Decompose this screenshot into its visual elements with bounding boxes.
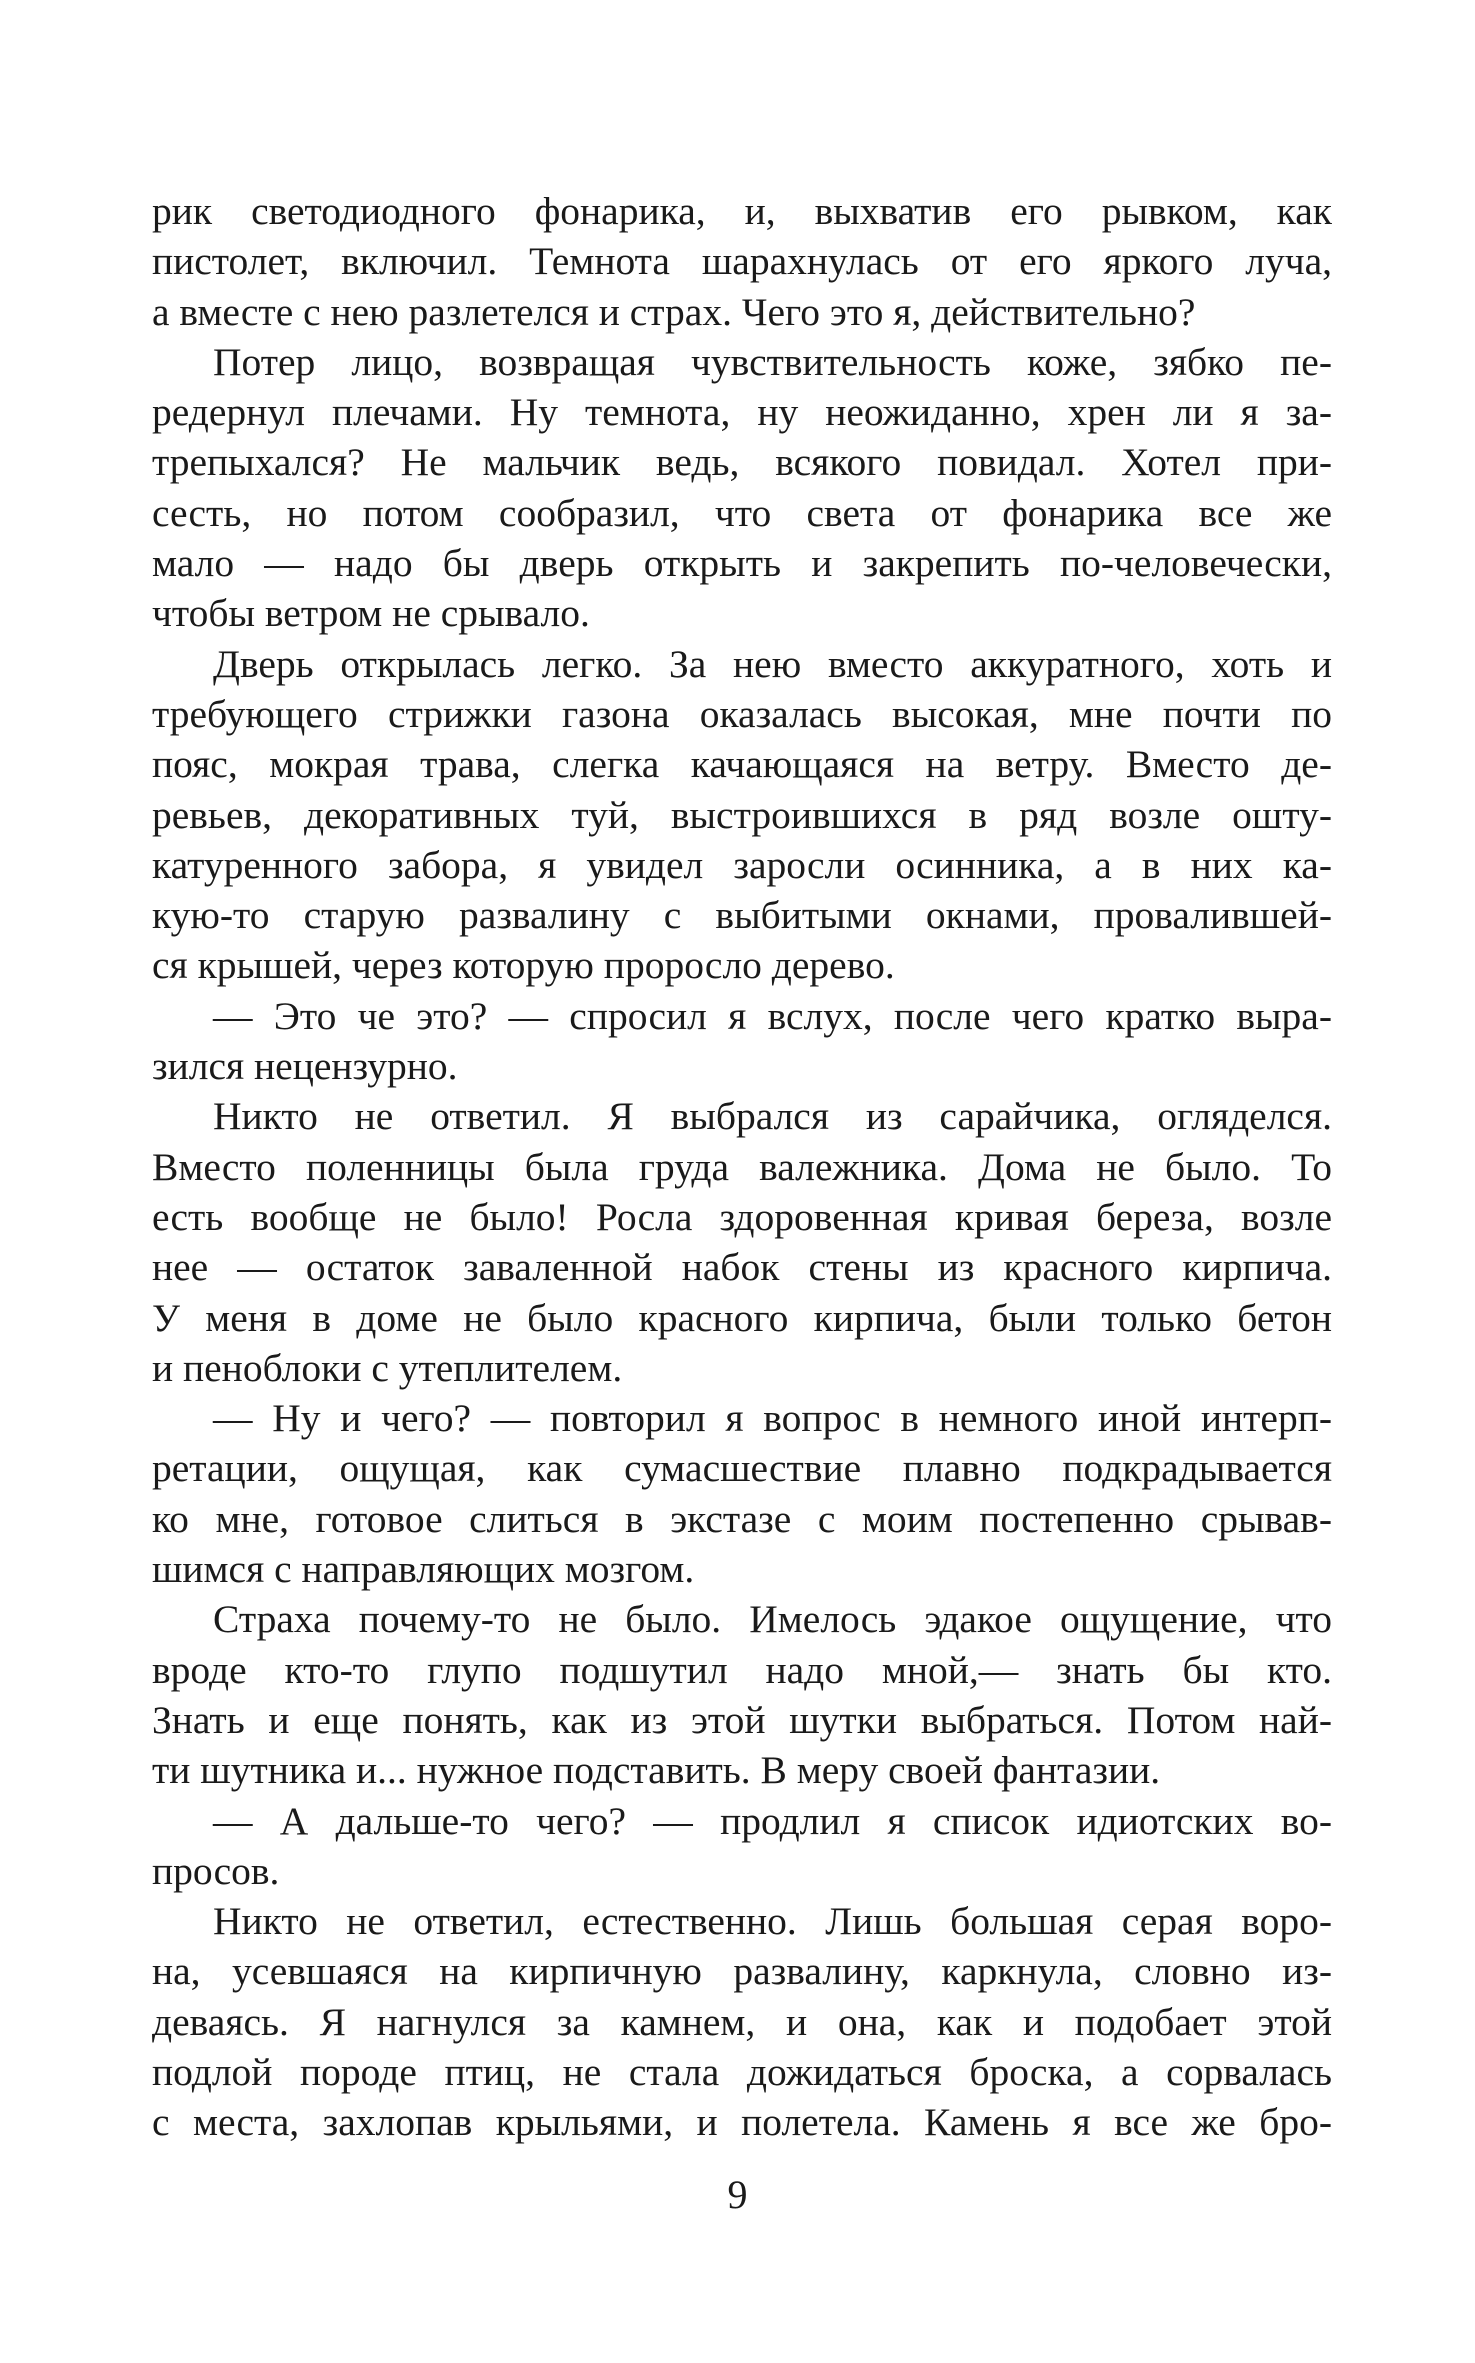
- text-line: пояс, мокрая трава, слегка качающаяся на ветру. Вместо де-: [152, 742, 1332, 787]
- text-line: деваясь. Я нагнулся за камнем, и она, как и подобает этой: [152, 1999, 1332, 2044]
- text-line: шимся с направляющих мозгом.: [152, 1547, 695, 1592]
- text-line: ко мне, готовое слиться в экстазе с моим постепенно срывав-: [152, 1496, 1332, 1541]
- text-line: ревьев, декоративных туй, выстроившихся в ряд возле ошту-: [152, 792, 1332, 837]
- text-line: Страха почему-то не было. Имелось эдакое ощущение, что: [213, 1597, 1332, 1642]
- text-line: У меня в доме не было красного кирпича, были только бетон: [152, 1295, 1332, 1340]
- text-line: есть вообще не было! Росла здоровенная кривая береза, возле: [152, 1194, 1332, 1239]
- text-line: ти шутника и... нужное подставить. В меру своей фантазии.: [152, 1748, 1161, 1793]
- text-line: зился нецензурно.: [152, 1044, 458, 1089]
- text-line: нее — остаток заваленной набок стены из красного кирпича.: [152, 1245, 1332, 1290]
- text-line: — А дальше-то чего? — продлил я список идиотских во-: [213, 1798, 1332, 1843]
- text-line: просов.: [152, 1848, 280, 1893]
- text-line: — Это че это? — спросил я вслух, после чего кратко выра-: [213, 993, 1332, 1038]
- body-text: [152, 186, 1332, 2148]
- text-line: вроде кто-то глупо подшутил надо мной,— знать бы кто.: [152, 1647, 1332, 1692]
- text-line: — Ну и чего? — повторил я вопрос в немного иной интерп-: [213, 1396, 1332, 1441]
- text-line: Дверь открылась легко. За нею вместо аккуратного, хоть и: [213, 641, 1332, 686]
- text-line: Потер лицо, возвращая чувствительность коже, зябко пе-: [213, 339, 1332, 384]
- text-line: ся крышей, через которую проросло дерево.: [152, 943, 895, 988]
- text-line: требующего стрижки газона оказалась высокая, мне почти по: [152, 691, 1332, 736]
- text-line: редернул плечами. Ну темнота, ну неожиданно, хрен ли я за-: [152, 390, 1332, 435]
- text-line: с места, захлопав крыльями, и полетела. Камень я все же бро-: [152, 2100, 1332, 2145]
- text-line: катуренного забора, я увидел заросли осинника, а в них ка-: [152, 842, 1332, 887]
- text-line: Никто не ответил, естественно. Лишь большая серая воро-: [213, 1899, 1332, 1944]
- text-line: а вместе с нею разлетелся и страх. Чего это я, действительно?: [152, 289, 1196, 334]
- text-line: и пеноблоки с утеплителем.: [152, 1345, 623, 1390]
- text-line: подлой породе птиц, не стала дожидаться броска, а сорвалась: [152, 2049, 1332, 2094]
- text-line: пистолет, включил. Темнота шарахнулась от его яркого луча,: [152, 239, 1332, 284]
- text-line: чтобы ветром не срывало.: [152, 591, 590, 636]
- page-number: 9: [727, 2172, 748, 2217]
- text-line: Вместо поленницы была груда валежника. Дома не было. То: [152, 1144, 1332, 1189]
- text-line: мало — надо бы дверь открыть и закрепить по-человечески,: [152, 541, 1332, 586]
- text-line: на, усевшаяся на кирпичную развалину, каркнула, словно из-: [152, 1949, 1332, 1994]
- text-line: ретации, ощущая, как сумасшествие плавно подкрадывается: [152, 1446, 1332, 1491]
- text-line: Знать и еще понять, как из этой шутки выбраться. Потом най-: [152, 1697, 1332, 1742]
- text-line: рик светодиодного фонарика, и, выхватив его рывком, как: [152, 189, 1332, 233]
- text-line: кую-то старую развалину с выбитыми окнами, провалившей-: [152, 893, 1332, 938]
- text-line: трепыхался? Не мальчик ведь, всякого повидал. Хотел при-: [152, 440, 1332, 485]
- text-line: Никто не ответил. Я выбрался из сарайчика, огляделся.: [213, 1094, 1332, 1139]
- text-line: сесть, но потом сообразил, что света от фонарика все же: [152, 490, 1332, 535]
